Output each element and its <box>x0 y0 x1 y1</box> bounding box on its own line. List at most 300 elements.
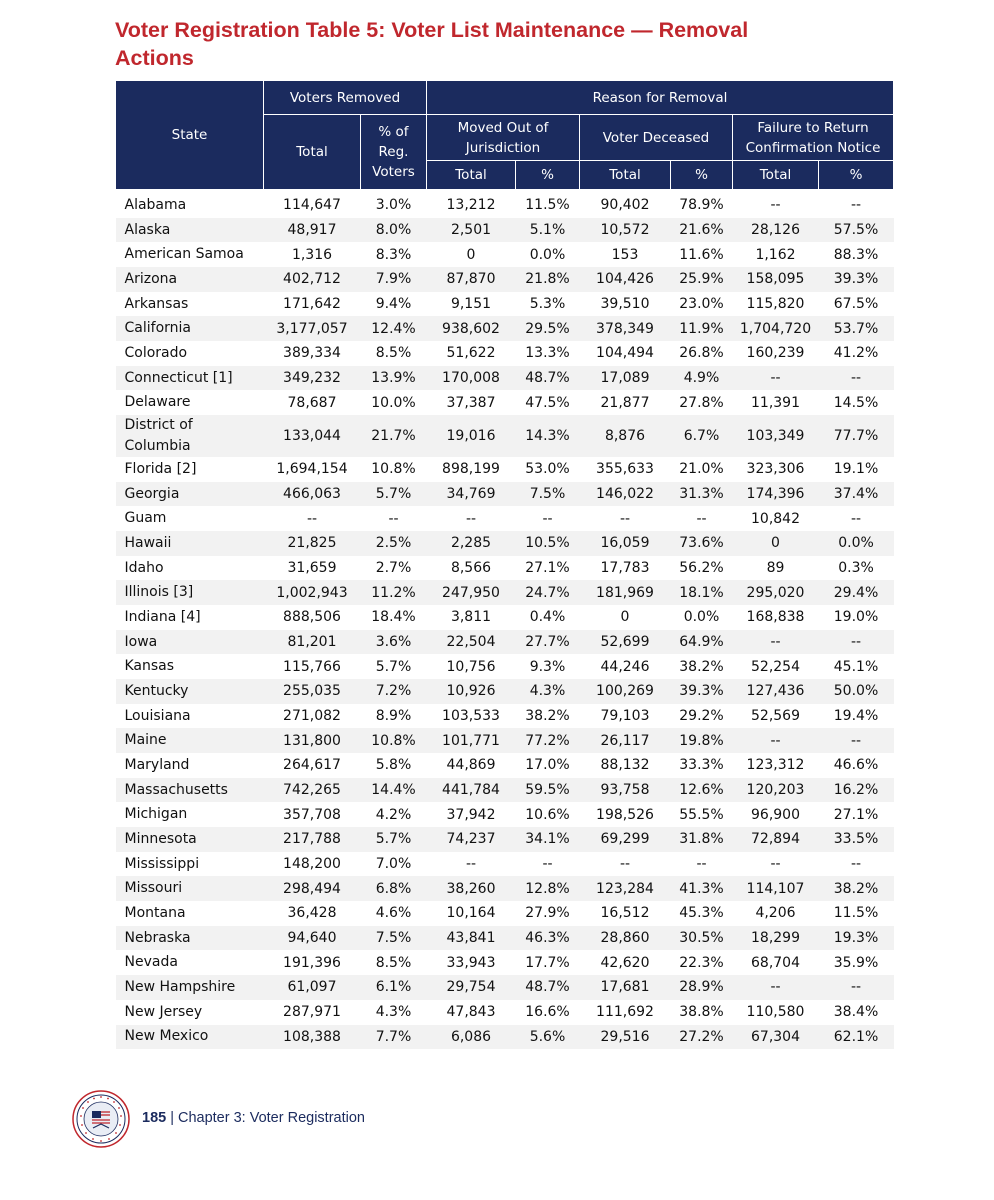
table-row <box>116 654 894 679</box>
cell-failure-pct: 38.2% <box>819 876 894 901</box>
cell-moved-total: 33,943 <box>446 954 496 971</box>
header-reason-for-removal: Reason for Removal <box>427 81 894 115</box>
cell-failure-pct: 19.3% <box>819 926 894 951</box>
cell-failure-total: 323,306 <box>746 461 805 478</box>
cell-deceased-pct: 41.3% <box>671 876 733 901</box>
cell-state: New Jersey <box>124 1003 203 1020</box>
cell-failure-total: 158,095 <box>733 267 819 292</box>
cell-moved-pct: 24.7% <box>516 580 580 605</box>
cell-removed-pct: 4.2% <box>375 806 412 823</box>
cell-moved-total: 74,237 <box>427 827 516 852</box>
cell-removed-total: 21,825 <box>264 531 361 556</box>
cell-deceased-pct: 25.9% <box>671 267 733 292</box>
cell-deceased-total: -- <box>619 510 631 527</box>
cell-moved-pct: 0.4% <box>529 609 566 626</box>
cell-removed-pct: 8.9% <box>375 708 412 725</box>
cell-moved-total: 247,950 <box>427 580 516 605</box>
cell-deceased-total: 28,860 <box>580 926 671 951</box>
cell-state: Arkansas <box>124 295 189 312</box>
table-row <box>116 316 894 341</box>
cell-failure-pct: 33.5% <box>819 827 894 852</box>
cell-removed-pct: 4.6% <box>375 905 412 922</box>
cell-moved-pct: 5.6% <box>516 1025 580 1050</box>
cell-moved-total: 10,926 <box>427 679 516 704</box>
cell-removed-pct: 2.7% <box>375 560 412 577</box>
cell-deceased-pct: 31.8% <box>671 827 733 852</box>
cell-removed-pct: 8.5% <box>375 345 412 362</box>
header-failure-total: Total <box>733 161 819 190</box>
cell-deceased-pct: 11.9% <box>671 316 733 341</box>
cell-failure-total: 127,436 <box>733 679 819 704</box>
cell-failure-pct: 0.3% <box>838 560 874 577</box>
table-body <box>116 190 894 1050</box>
cell-deceased-total: 378,349 <box>580 316 671 341</box>
cell-removed-total: 389,334 <box>283 345 341 362</box>
cell-deceased-total: -- <box>619 856 631 873</box>
footer-text <box>142 1110 365 1126</box>
cell-failure-pct: -- <box>850 197 862 214</box>
table-row <box>116 975 894 1000</box>
cell-failure-total: 110,580 <box>746 1004 805 1021</box>
cell-removed-total: 94,640 <box>264 926 361 951</box>
cell-state: Maryland <box>124 756 190 773</box>
cell-removed-total: 402,712 <box>264 267 361 292</box>
cell-failure-pct: 39.3% <box>819 267 894 292</box>
cell-state: New Hampshire <box>116 975 264 1000</box>
cell-deceased-total: 21,877 <box>600 394 650 411</box>
cell-failure-pct: 19.4% <box>833 708 879 725</box>
cell-removed-total: 191,396 <box>283 954 341 971</box>
table-row <box>116 457 894 482</box>
footer-separator: | <box>170 1110 174 1126</box>
cell-moved-pct: 9.3% <box>529 658 566 675</box>
cell-failure-total: 123,312 <box>746 757 805 774</box>
cell-deceased-total: 52,699 <box>580 630 671 655</box>
cell-deceased-total: 17,089 <box>580 366 671 391</box>
cell-failure-pct: 50.0% <box>819 679 894 704</box>
cell-removed-pct: 10.8% <box>361 728 427 753</box>
cell-failure-total: 160,239 <box>746 345 805 362</box>
cell-failure-pct: 16.2% <box>819 778 894 803</box>
cell-moved-total: 9,151 <box>450 296 492 313</box>
cell-state: New Mexico <box>116 1025 264 1050</box>
cell-state: Louisiana <box>124 707 191 724</box>
cell-moved-total: 2,285 <box>427 531 516 556</box>
table-row <box>116 1025 894 1050</box>
cell-state: Missouri <box>116 876 264 901</box>
cell-moved-total: 37,387 <box>446 394 496 411</box>
cell-removed-pct: 9.4% <box>375 296 412 313</box>
cell-removed-total: 61,097 <box>264 975 361 1000</box>
cell-deceased-pct: 30.5% <box>671 926 733 951</box>
cell-deceased-total: 104,426 <box>580 267 671 292</box>
cell-deceased-total: 42,620 <box>600 954 650 971</box>
cell-failure-pct: 88.3% <box>833 246 879 263</box>
cell-removed-total: -- <box>306 510 318 527</box>
cell-deceased-total: 17,681 <box>580 975 671 1000</box>
cell-moved-pct: 5.3% <box>529 296 566 313</box>
cell-removed-pct: 6.1% <box>361 975 427 1000</box>
table-row <box>116 630 894 655</box>
header-state: State <box>116 81 264 190</box>
cell-failure-pct: -- <box>850 510 862 527</box>
cell-failure-total: 67,304 <box>733 1025 819 1050</box>
cell-deceased-total: 146,022 <box>580 482 671 507</box>
cell-moved-pct: 27.7% <box>516 630 580 655</box>
cell-deceased-pct: 56.2% <box>679 560 724 577</box>
cell-failure-total: 168,838 <box>746 609 805 626</box>
cell-failure-pct: 45.1% <box>833 658 879 675</box>
cell-deceased-total: 44,246 <box>600 658 650 675</box>
cell-deceased-pct: 55.5% <box>679 806 724 823</box>
cell-deceased-pct: 18.1% <box>671 580 733 605</box>
cell-removed-total: 78,687 <box>287 394 337 411</box>
cell-deceased-pct: 27.2% <box>671 1025 733 1050</box>
cell-removed-pct: 21.7% <box>361 415 427 457</box>
cell-removed-pct: 5.8% <box>375 757 412 774</box>
cell-removed-total: 131,800 <box>264 728 361 753</box>
eac-seal-icon <box>72 1090 130 1148</box>
cell-removed-total: 287,971 <box>283 1004 341 1021</box>
cell-deceased-total: 198,526 <box>596 806 654 823</box>
cell-deceased-total: 10,572 <box>580 218 671 243</box>
cell-failure-total: -- <box>733 728 819 753</box>
cell-state: California <box>116 316 264 341</box>
cell-moved-total: -- <box>465 856 477 873</box>
cell-moved-total: 10,164 <box>446 905 496 922</box>
cell-failure-pct: 14.5% <box>833 394 879 411</box>
cell-removed-total: 888,506 <box>283 609 341 626</box>
cell-moved-pct: 0.0% <box>529 246 566 263</box>
cell-moved-pct: 53.0% <box>525 461 570 478</box>
cell-deceased-pct: -- <box>696 510 707 527</box>
cell-removed-pct: 7.5% <box>361 926 427 951</box>
cell-removed-pct: 12.4% <box>361 316 427 341</box>
cell-deceased-total: 100,269 <box>580 679 671 704</box>
cell-failure-total: 28,126 <box>733 218 819 243</box>
cell-deceased-pct: 19.8% <box>671 728 733 753</box>
cell-failure-pct: 57.5% <box>819 218 894 243</box>
cell-failure-total: 68,704 <box>751 954 800 971</box>
cell-moved-total: 103,533 <box>442 708 500 725</box>
cell-deceased-pct: 12.6% <box>671 778 733 803</box>
table-row <box>116 605 894 630</box>
table-header <box>116 81 894 190</box>
cell-moved-pct: 13.3% <box>525 345 570 362</box>
cell-removed-total: 1,002,943 <box>264 580 361 605</box>
cell-state: Massachusetts <box>116 778 264 803</box>
cell-removed-pct: 7.0% <box>375 856 412 873</box>
cell-removed-pct: 5.7% <box>361 827 427 852</box>
cell-failure-pct: 41.2% <box>833 345 879 362</box>
cell-removed-pct: 3.6% <box>361 630 427 655</box>
cell-moved-total: 43,841 <box>427 926 516 951</box>
cell-deceased-pct: -- <box>696 856 707 873</box>
cell-deceased-pct: 39.3% <box>671 679 733 704</box>
cell-moved-pct: 5.1% <box>516 218 580 243</box>
cell-state: Montana <box>124 904 186 921</box>
cell-failure-pct: 37.4% <box>819 482 894 507</box>
cell-moved-pct: 16.6% <box>525 1004 570 1021</box>
cell-state: Illinois [3] <box>116 580 264 605</box>
cell-moved-total: 938,602 <box>427 316 516 341</box>
cell-moved-total: 34,769 <box>427 482 516 507</box>
cell-moved-pct: 14.3% <box>516 415 580 457</box>
cell-failure-total: -- <box>733 366 819 391</box>
cell-removed-pct: 11.2% <box>361 580 427 605</box>
cell-state: Georgia <box>116 482 264 507</box>
cell-deceased-pct: 21.6% <box>671 218 733 243</box>
cell-state: Indiana [4] <box>124 608 201 625</box>
cell-moved-total: 87,870 <box>427 267 516 292</box>
cell-failure-total: 0 <box>733 531 819 556</box>
cell-failure-pct: 29.4% <box>819 580 894 605</box>
cell-removed-pct: 14.4% <box>361 778 427 803</box>
cell-removed-pct: 4.3% <box>375 1004 412 1021</box>
cell-deceased-total: 17,783 <box>600 560 650 577</box>
cell-failure-pct: -- <box>819 366 894 391</box>
cell-removed-total: 115,766 <box>283 658 341 675</box>
cell-moved-pct: 77.2% <box>516 728 580 753</box>
cell-failure-total: -- <box>733 975 819 1000</box>
cell-deceased-total: 90,402 <box>600 197 650 214</box>
cell-removed-total: 148,200 <box>283 856 341 873</box>
cell-state: Arizona <box>116 267 264 292</box>
cell-failure-pct: -- <box>850 856 862 873</box>
cell-state: Florida [2] <box>124 460 197 477</box>
cell-deceased-pct: 23.0% <box>679 296 724 313</box>
cell-moved-total: 170,008 <box>427 366 516 391</box>
table-row <box>116 390 894 415</box>
cell-failure-pct: 19.1% <box>833 461 879 478</box>
cell-moved-total: 10,756 <box>446 658 496 675</box>
cell-moved-pct: 12.8% <box>516 876 580 901</box>
cell-removed-pct: 13.9% <box>361 366 427 391</box>
table-row <box>116 876 894 901</box>
cell-deceased-total: 26,117 <box>580 728 671 753</box>
cell-removed-pct: 7.7% <box>361 1025 427 1050</box>
cell-removed-total: 1,694,154 <box>276 461 348 478</box>
cell-deceased-total: 153 <box>611 246 639 263</box>
table-row <box>116 852 894 877</box>
cell-state: Connecticut [1] <box>116 366 264 391</box>
cell-deceased-pct: 38.2% <box>679 658 724 675</box>
cell-state: Mississippi <box>124 855 200 872</box>
table-row <box>116 415 894 457</box>
cell-deceased-pct: 27.8% <box>679 394 724 411</box>
cell-failure-pct: 38.4% <box>833 1004 879 1021</box>
cell-failure-pct: 35.9% <box>833 954 879 971</box>
cell-moved-pct: 21.8% <box>516 267 580 292</box>
cell-removed-total: 36,428 <box>287 905 337 922</box>
cell-moved-total: 2,501 <box>427 218 516 243</box>
table-row <box>116 827 894 852</box>
cell-moved-pct: 59.5% <box>516 778 580 803</box>
cell-state: Idaho <box>124 559 164 576</box>
table-row <box>116 1000 894 1025</box>
cell-deceased-pct: 38.8% <box>679 1004 724 1021</box>
page-title: Voter Registration Table 5: Voter List Maintenance — Removal Actions <box>115 18 749 70</box>
cell-deceased-pct: 22.3% <box>679 954 724 971</box>
cell-deceased-pct: 11.6% <box>679 246 724 263</box>
cell-failure-total: 18,299 <box>733 926 819 951</box>
cell-failure-total: 89 <box>766 560 785 577</box>
table-row <box>116 802 894 827</box>
cell-moved-total: 0 <box>466 246 476 263</box>
cell-deceased-total: 181,969 <box>580 580 671 605</box>
cell-deceased-total: 16,512 <box>600 905 650 922</box>
cell-removed-total: 108,388 <box>264 1025 361 1050</box>
cell-moved-pct: 27.9% <box>525 905 570 922</box>
cell-moved-pct: 29.5% <box>516 316 580 341</box>
table-row <box>116 901 894 926</box>
cell-failure-pct: 67.5% <box>833 296 879 313</box>
cell-moved-total: 51,622 <box>446 345 496 362</box>
cell-failure-total: 120,203 <box>733 778 819 803</box>
cell-deceased-total: 88,132 <box>600 757 650 774</box>
cell-moved-total: 19,016 <box>427 415 516 457</box>
cell-state: Maine <box>116 728 264 753</box>
cell-failure-total: 295,020 <box>733 580 819 605</box>
removal-actions-table <box>115 80 894 1049</box>
cell-deceased-total: 123,284 <box>580 876 671 901</box>
cell-moved-total: 37,942 <box>446 806 496 823</box>
cell-moved-pct: 46.3% <box>516 926 580 951</box>
cell-deceased-total: 39,510 <box>600 296 650 313</box>
table-row <box>116 341 894 366</box>
cell-deceased-pct: 29.2% <box>679 708 724 725</box>
cell-state: Alaska <box>116 218 264 243</box>
cell-failure-total: 52,254 <box>751 658 800 675</box>
cell-removed-total: 742,265 <box>264 778 361 803</box>
cell-failure-pct: 11.5% <box>833 905 879 922</box>
cell-removed-total: 3,177,057 <box>264 316 361 341</box>
cell-removed-pct: 18.4% <box>371 609 416 626</box>
cell-moved-pct: 10.6% <box>525 806 570 823</box>
table-row <box>116 704 894 729</box>
cell-failure-pct: -- <box>819 975 894 1000</box>
cell-removed-total: 264,617 <box>283 757 341 774</box>
cell-failure-pct: -- <box>819 630 894 655</box>
cell-moved-pct: 10.5% <box>516 531 580 556</box>
cell-deceased-pct: 31.3% <box>671 482 733 507</box>
table-row <box>116 190 894 218</box>
cell-removed-total: 48,917 <box>264 218 361 243</box>
table-row <box>116 292 894 317</box>
cell-moved-pct: 38.2% <box>525 708 570 725</box>
cell-state: Nevada <box>124 954 178 971</box>
header-moved-pct: % <box>516 161 580 190</box>
table-row <box>116 556 894 581</box>
cell-moved-pct: 27.1% <box>525 560 570 577</box>
header-voters-removed: Voters Removed <box>264 81 427 115</box>
header-moved-total: Total <box>427 161 516 190</box>
cell-state: Kansas <box>124 658 175 675</box>
cell-state: Hawaii <box>116 531 264 556</box>
cell-moved-pct: 48.7% <box>516 975 580 1000</box>
cell-removed-total: 81,201 <box>264 630 361 655</box>
header-removed-total: Total <box>264 115 361 190</box>
cell-failure-total: 10,842 <box>751 510 800 527</box>
cell-moved-total: 8,566 <box>450 560 492 577</box>
cell-moved-pct: 11.5% <box>525 197 570 214</box>
cell-moved-total: 6,086 <box>427 1025 516 1050</box>
cell-failure-total: 103,349 <box>733 415 819 457</box>
cell-state: Kentucky <box>116 679 264 704</box>
header-voter-deceased: Voter Deceased <box>580 115 733 161</box>
cell-moved-pct: 47.5% <box>525 394 570 411</box>
table-row <box>116 506 894 531</box>
cell-removed-pct: 8.0% <box>361 218 427 243</box>
page-number: 185 <box>142 1110 167 1126</box>
cell-failure-total: -- <box>770 197 781 214</box>
cell-removed-total: 255,035 <box>264 679 361 704</box>
table-row <box>116 267 894 292</box>
cell-failure-pct: 27.1% <box>833 806 879 823</box>
cell-state: Minnesota <box>116 827 264 852</box>
cell-removed-total: 298,494 <box>264 876 361 901</box>
cell-removed-total: 114,647 <box>283 197 341 214</box>
header-pct-reg-voters: % of Reg. Voters <box>361 115 427 190</box>
cell-removed-pct: 3.0% <box>375 197 412 214</box>
cell-state: Colorado <box>124 344 188 361</box>
table-row <box>116 679 894 704</box>
cell-deceased-pct: 64.9% <box>671 630 733 655</box>
table-row <box>116 482 894 507</box>
table-row <box>116 950 894 975</box>
cell-deceased-total: 104,494 <box>596 345 654 362</box>
table-row <box>116 366 894 391</box>
cell-removed-pct: 6.8% <box>361 876 427 901</box>
cell-moved-pct: 17.0% <box>525 757 570 774</box>
cell-failure-total: 96,900 <box>751 806 800 823</box>
cell-removed-pct: 5.7% <box>361 482 427 507</box>
cell-failure-total: 72,894 <box>733 827 819 852</box>
cell-deceased-total: 79,103 <box>600 708 650 725</box>
cell-removed-pct: 10.0% <box>371 394 416 411</box>
chapter-label: Chapter 3: Voter Registration <box>177 1110 365 1126</box>
cell-failure-total: -- <box>733 630 819 655</box>
cell-removed-pct: 8.3% <box>375 246 412 263</box>
cell-failure-pct: 77.7% <box>819 415 894 457</box>
cell-deceased-total: 111,692 <box>596 1004 654 1021</box>
cell-failure-pct: 0.0% <box>819 531 894 556</box>
table-row <box>116 580 894 605</box>
cell-removed-total: 357,708 <box>283 806 341 823</box>
cell-state: District of Columbia <box>116 415 264 457</box>
cell-state: Alabama <box>124 196 187 213</box>
cell-moved-pct: -- <box>542 510 553 527</box>
cell-moved-total: -- <box>465 510 477 527</box>
cell-removed-total: 271,082 <box>283 708 341 725</box>
cell-failure-pct: 62.1% <box>819 1025 894 1050</box>
cell-removed-pct: 8.5% <box>375 954 412 971</box>
cell-failure-total: 1,704,720 <box>733 316 819 341</box>
cell-failure-total: 114,107 <box>733 876 819 901</box>
header-failure-pct: % <box>819 161 894 190</box>
cell-removed-pct: 7.9% <box>361 267 427 292</box>
cell-moved-total: 38,260 <box>427 876 516 901</box>
cell-deceased-pct: 73.6% <box>671 531 733 556</box>
cell-deceased-pct: 21.0% <box>679 461 724 478</box>
cell-state: Delaware <box>124 394 191 411</box>
cell-moved-total: 898,199 <box>442 461 500 478</box>
cell-deceased-pct: 26.8% <box>679 345 724 362</box>
table-row <box>116 753 894 778</box>
cell-deceased-total: 355,633 <box>596 461 654 478</box>
cell-removed-pct: 5.7% <box>375 658 412 675</box>
table-row <box>116 242 894 267</box>
